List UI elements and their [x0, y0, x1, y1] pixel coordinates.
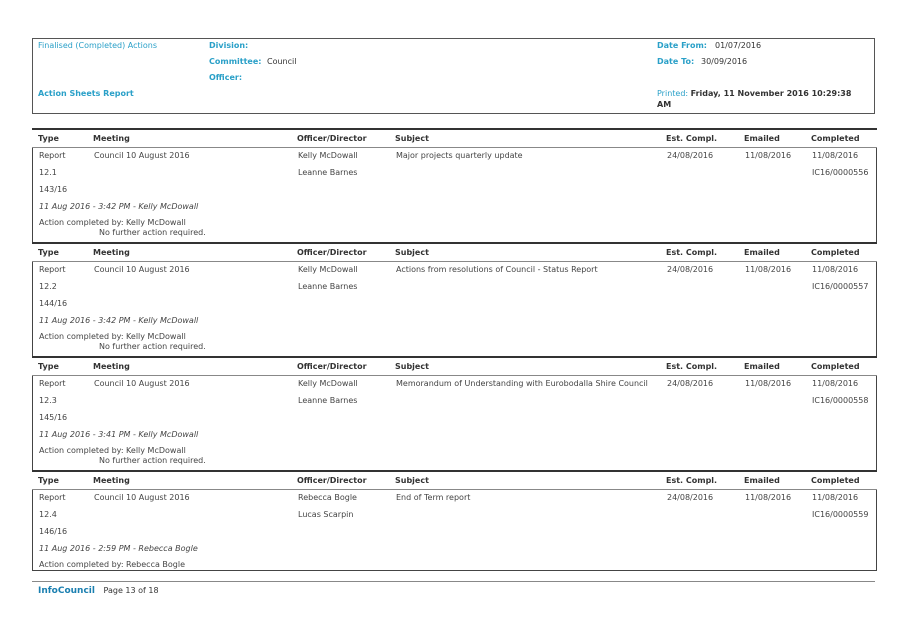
col-est-compl: Est. Compl.: [666, 362, 718, 371]
date-to-value: 30/09/2016: [701, 57, 748, 66]
col-officer: Officer/Director: [297, 134, 367, 143]
col-completed: Completed: [811, 476, 860, 485]
column-header-row: [32, 356, 877, 376]
date-from-label: Date From:: [657, 41, 708, 50]
record-emailed: 11/08/2016: [745, 379, 792, 388]
record-doc-id: IC16/0000558: [812, 396, 869, 405]
col-officer: Officer/Director: [297, 362, 367, 371]
record-completed-by: Action completed by: Kelly McDowall: [39, 218, 186, 227]
record-doc-id: IC16/0000556: [812, 168, 869, 177]
col-completed: Completed: [811, 248, 860, 257]
page-number: Page 13 of 18: [103, 586, 159, 595]
record-completed: 11/08/2016: [812, 151, 859, 160]
col-emailed: Emailed: [744, 134, 780, 143]
officer-label: Officer:: [209, 73, 243, 82]
date-from-value: 01/07/2016: [715, 41, 762, 50]
record-body: [32, 148, 877, 242]
record-type: Report: [39, 265, 66, 274]
col-meeting: Meeting: [93, 248, 130, 257]
record-note: 11 Aug 2016 - 3:41 PM - Kelly McDowall: [39, 430, 199, 439]
col-est-compl: Est. Compl.: [666, 134, 718, 143]
record-item: 12.1: [39, 168, 57, 177]
committee-label: Committee:: [209, 57, 262, 66]
record-ref: 143/16: [39, 185, 68, 194]
report-header: [32, 38, 875, 114]
record-doc-id: IC16/0000557: [812, 282, 869, 291]
division-label: Division:: [209, 41, 249, 50]
record-subject: Actions from resolutions of Council - Status Report: [396, 265, 598, 274]
record-est-compl: 24/08/2016: [667, 265, 714, 274]
record-comment: No further action required.: [99, 456, 206, 465]
record-subject: Major projects quarterly update: [396, 151, 523, 160]
record-comment: No further action required.: [99, 342, 206, 351]
record-ref: 145/16: [39, 413, 68, 422]
printed-timestamp: [657, 88, 867, 110]
col-completed: Completed: [811, 134, 860, 143]
record-item: 12.2: [39, 282, 57, 291]
action-record: [32, 470, 877, 571]
record-body: [32, 376, 877, 470]
col-completed: Completed: [811, 362, 860, 371]
record-est-compl: 24/08/2016: [667, 379, 714, 388]
record-officer: Kelly McDowall: [298, 151, 358, 160]
record-meeting: Council 10 August 2016: [94, 265, 190, 274]
record-completed: 11/08/2016: [812, 379, 859, 388]
col-meeting: Meeting: [93, 362, 130, 371]
record-item: 12.3: [39, 396, 57, 405]
column-header-row: [32, 128, 877, 148]
col-type: Type: [38, 248, 59, 257]
report-status: Finalised (Completed) Actions: [38, 41, 158, 50]
record-officer: Kelly McDowall: [298, 265, 358, 274]
action-record: [32, 242, 877, 356]
col-subject: Subject: [395, 248, 429, 257]
record-subject: Memorandum of Understanding with Eurobodalla Shire Council: [396, 379, 648, 388]
record-note: 11 Aug 2016 - 2:59 PM - Rebecca Bogle: [39, 544, 198, 553]
record-completed-by: Action completed by: Kelly McDowall: [39, 446, 186, 455]
record-meeting: Council 10 August 2016: [94, 151, 190, 160]
record-director: Lucas Scarpin: [298, 510, 354, 519]
record-ref: 144/16: [39, 299, 68, 308]
col-subject: Subject: [395, 134, 429, 143]
action-record: [32, 128, 877, 242]
column-header-row: [32, 242, 877, 262]
col-officer: Officer/Director: [297, 248, 367, 257]
record-body: [32, 262, 877, 356]
record-comment: No further action required.: [99, 228, 206, 237]
record-director: Leanne Barnes: [298, 282, 358, 291]
record-completed: 11/08/2016: [812, 493, 859, 502]
footer-divider: [32, 581, 875, 582]
record-meeting: Council 10 August 2016: [94, 379, 190, 388]
record-emailed: 11/08/2016: [745, 493, 792, 502]
record-director: Leanne Barnes: [298, 396, 358, 405]
printed-label: Printed:: [657, 89, 689, 98]
record-body: [32, 490, 877, 571]
record-type: Report: [39, 151, 66, 160]
record-completed-by: Action completed by: Kelly McDowall: [39, 332, 186, 341]
col-subject: Subject: [395, 476, 429, 485]
record-item: 12.4: [39, 510, 57, 519]
record-completed-by: Action completed by: Rebecca Bogle: [39, 560, 186, 569]
record-emailed: 11/08/2016: [745, 151, 792, 160]
record-officer: Kelly McDowall: [298, 379, 358, 388]
col-meeting: Meeting: [93, 134, 130, 143]
actions-table: [32, 128, 877, 571]
footer-brand: InfoCouncil: [38, 586, 95, 596]
col-meeting: Meeting: [93, 476, 130, 485]
action-record: [32, 356, 877, 470]
date-to-label: Date To:: [657, 57, 695, 66]
col-emailed: Emailed: [744, 362, 780, 371]
committee-value: Council: [267, 57, 297, 66]
col-est-compl: Est. Compl.: [666, 248, 718, 257]
col-officer: Officer/Director: [297, 476, 367, 485]
record-completed: 11/08/2016: [812, 265, 859, 274]
printed-value: Friday, 11 November 2016 10:29:38 AM: [657, 89, 852, 109]
record-note: 11 Aug 2016 - 3:42 PM - Kelly McDowall: [39, 202, 199, 211]
col-emailed: Emailed: [744, 248, 780, 257]
report-name: Action Sheets Report: [38, 89, 134, 98]
col-subject: Subject: [395, 362, 429, 371]
record-director: Leanne Barnes: [298, 168, 358, 177]
record-subject: End of Term report: [396, 493, 471, 502]
record-type: Report: [39, 379, 66, 388]
col-type: Type: [38, 362, 59, 371]
record-emailed: 11/08/2016: [745, 265, 792, 274]
record-doc-id: IC16/0000559: [812, 510, 869, 519]
page-footer: [38, 586, 159, 596]
record-ref: 146/16: [39, 527, 68, 536]
column-header-row: [32, 470, 877, 490]
record-officer: Rebecca Bogle: [298, 493, 357, 502]
record-type: Report: [39, 493, 66, 502]
col-type: Type: [38, 476, 59, 485]
col-est-compl: Est. Compl.: [666, 476, 718, 485]
col-emailed: Emailed: [744, 476, 780, 485]
record-est-compl: 24/08/2016: [667, 151, 714, 160]
record-meeting: Council 10 August 2016: [94, 493, 190, 502]
record-note: 11 Aug 2016 - 3:42 PM - Kelly McDowall: [39, 316, 199, 325]
col-type: Type: [38, 134, 59, 143]
record-est-compl: 24/08/2016: [667, 493, 714, 502]
